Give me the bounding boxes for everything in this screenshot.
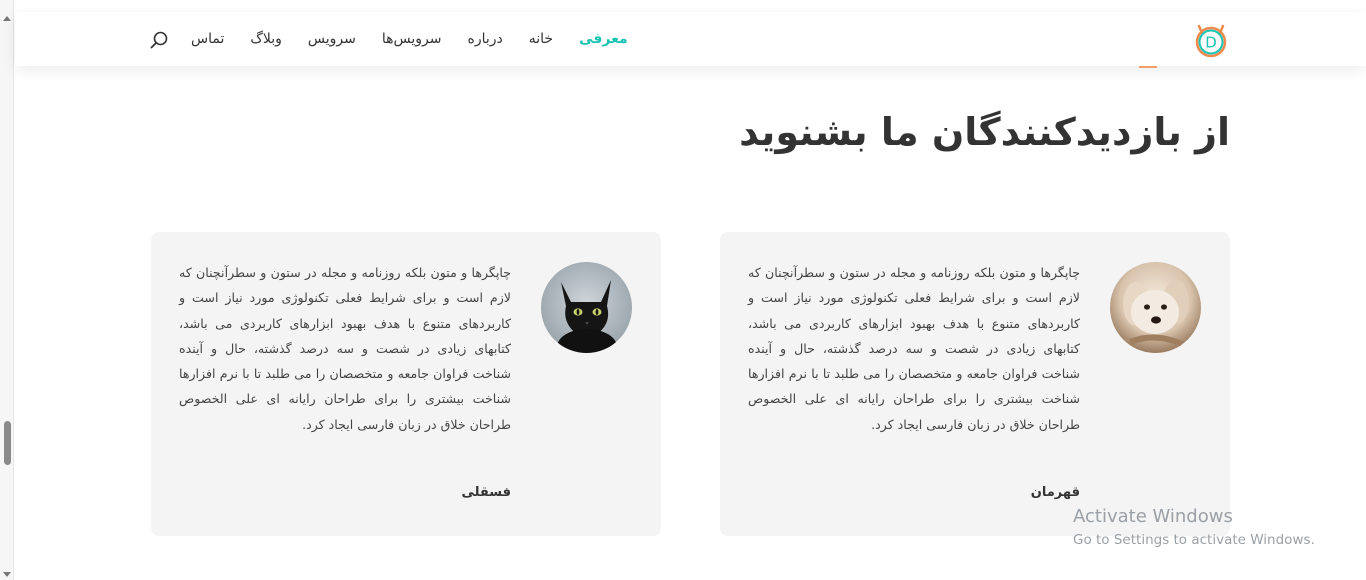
nav-item-home[interactable]: خانه xyxy=(528,31,554,47)
nav-item-service[interactable]: سرویس xyxy=(307,31,356,47)
testimonial-text: چاپگرها و متون بلکه روزنامه و مجله در ستون و سطرآنچنان که لازم است و برای شرایط فعلی تکنولوژی مورد نیاز است و کاربردهای متنوع با هدف بهبود ابزارهای کاربردی می باشد، کتابهای زیادی در شصت و سه درصد گذشته، حال و آینده شناخت فراوان جامعه و متخصصان را می طلبد تا با نرم افزارها شناخت بیشتری را برای طراحان رایانه ای علی الخصوص طراحان خلاق در زبان فارسی ایجاد کرد. xyxy=(748,265,1080,432)
watermark-title: Activate Windows xyxy=(1073,506,1233,527)
scroll-down-arrow-icon[interactable] xyxy=(3,572,11,577)
dog-photo-image xyxy=(1110,262,1201,353)
main-menu xyxy=(191,12,628,66)
testimonial-card xyxy=(151,232,661,536)
avatar xyxy=(1110,262,1201,353)
logo-accent-mark xyxy=(1139,66,1157,72)
nav-item-about[interactable]: درباره xyxy=(467,31,503,47)
page-scrollbar[interactable] xyxy=(0,0,14,580)
testimonial-text: چاپگرها و متون بلکه روزنامه و مجله در ستون و سطرآنچنان که لازم است و برای شرایط فعلی تکنولوژی مورد نیاز است و کاربردهای متنوع با هدف بهبود ابزارهای کاربردی می باشد، کتابهای زیادی در شصت و سه درصد گذشته، حال و آینده شناخت فراوان جامعه و متخصصان را می طلبد تا با نرم افزارها شناخت بیشتری را برای طراحان رایانه ای علی الخصوص طراحان خلاق در زبان فارسی ایجاد کرد. xyxy=(179,265,511,432)
testimonial-author: فسقلی xyxy=(461,485,511,500)
nav-item-contact[interactable]: تماس xyxy=(191,31,225,47)
scrollbar-thumb[interactable] xyxy=(4,421,11,465)
search-icon[interactable] xyxy=(150,31,168,49)
site-navbar xyxy=(15,12,1366,66)
testimonial-author: قهرمان xyxy=(1030,485,1080,500)
watermark-subtitle: Go to Settings to activate Windows. xyxy=(1073,532,1315,548)
logo-letter: D xyxy=(1205,33,1217,52)
cat-photo-image xyxy=(541,262,632,353)
scroll-up-arrow-icon[interactable] xyxy=(3,16,11,21)
avatar xyxy=(541,262,632,353)
nav-item-intro[interactable]: معرفی xyxy=(579,31,628,47)
nav-item-services[interactable]: سرویس‌ها xyxy=(381,31,442,47)
nav-item-blog[interactable]: وبلاگ xyxy=(250,31,282,47)
testimonial-card xyxy=(720,232,1230,536)
windows-activation-watermark xyxy=(1073,506,1315,551)
site-logo[interactable] xyxy=(1193,20,1229,58)
section-title: از بازدیدکنندگان ما بشنوید xyxy=(739,110,1230,154)
